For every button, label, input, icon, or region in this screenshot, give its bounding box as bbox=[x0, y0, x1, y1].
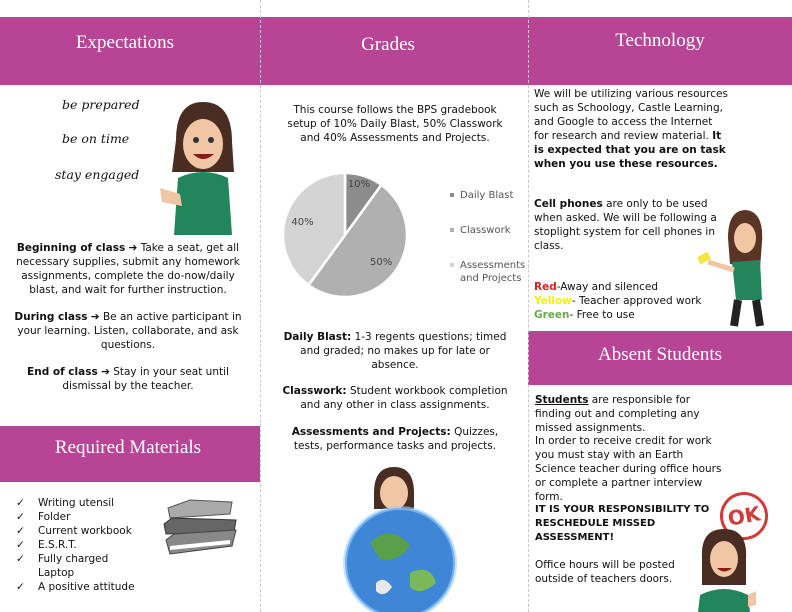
stoplight-yellow bbox=[534, 294, 724, 308]
list-item bbox=[16, 538, 156, 552]
list-item bbox=[16, 580, 156, 594]
legend-item bbox=[450, 259, 528, 285]
technology-expectation: It is expected that you are on task when you use these resources. bbox=[534, 130, 726, 170]
legend-item bbox=[450, 189, 528, 202]
check-icon: ✓ bbox=[16, 511, 25, 523]
teacher-avatar-phone bbox=[698, 208, 768, 330]
absent-warning: IT IS YOUR RESPONSIBILITY TO RESCHEDULE MISSED ASSESSMENT! bbox=[535, 504, 710, 543]
absent-text: are responsible for finding out and completing any missed assignments. bbox=[535, 394, 700, 434]
rule-label: Beginning of class bbox=[16, 242, 126, 254]
material-label: A positive attitude bbox=[38, 581, 135, 593]
technology-heading: Technology bbox=[615, 30, 705, 51]
absent-credit: In order to receive credit for work you must stay with an Earth Science teacher during office hours or complete a partner interview form. bbox=[535, 435, 722, 503]
arrow-icon: ➔ bbox=[101, 366, 110, 378]
books-icon bbox=[160, 494, 240, 558]
students-label: Students bbox=[535, 394, 589, 406]
detail-label: Assessments and Projects: bbox=[291, 426, 451, 438]
detail-text: 1-3 regents questions; timed and graded; no makes up for late or absence. bbox=[300, 331, 507, 371]
stoplight-text: -Away and silenced bbox=[556, 281, 659, 293]
pie-data-label: 40% bbox=[291, 217, 314, 229]
habit-item: be on time bbox=[62, 131, 130, 146]
cell-phones-label: Cell phones bbox=[534, 198, 603, 210]
earth-globe-illustration bbox=[340, 463, 460, 612]
rule-end bbox=[6, 365, 250, 393]
material-label: Folder bbox=[38, 511, 71, 523]
rule-beginning bbox=[6, 241, 250, 297]
check-icon: ✓ bbox=[16, 553, 25, 565]
list-item bbox=[16, 510, 156, 524]
detail-text: Student workbook completion and any other in class assignments. bbox=[300, 385, 508, 411]
detail-label: Daily Blast: bbox=[283, 331, 352, 343]
technology-text: We will be utilizing various resources such as Schoology, Castle Learning, and Google to access the Internet for research and review material. bbox=[534, 88, 728, 142]
list-item bbox=[16, 496, 156, 510]
detail-text: Quizzes, tests, performance tasks and projects. bbox=[293, 426, 499, 452]
rule-during bbox=[6, 310, 250, 352]
habit-item: stay engaged bbox=[55, 167, 140, 182]
fold-line-1 bbox=[260, 0, 261, 612]
materials-list bbox=[16, 496, 156, 594]
stoplight-text: - Teacher approved work bbox=[571, 295, 702, 307]
legend-swatch bbox=[450, 193, 454, 197]
fold-line-2 bbox=[528, 0, 529, 612]
teacher-avatar-thumbsup bbox=[158, 100, 248, 235]
rule-label: During class bbox=[14, 311, 88, 323]
stoplight-list bbox=[534, 280, 724, 322]
grades-heading: Grades bbox=[361, 34, 415, 55]
pie-data-label: 50% bbox=[369, 257, 393, 269]
legend-label: Classwork bbox=[460, 225, 511, 236]
office-hours: Office hours will be posted outside of teachers doors. bbox=[535, 559, 675, 585]
teacher-avatar-smile bbox=[692, 525, 758, 612]
habit-item: be prepared bbox=[62, 97, 140, 112]
grades-intro: This course follows the BPS gradebook setup of 10% Daily Blast, 50% Classwork and 40% Assessments and Projects. bbox=[287, 104, 503, 144]
grade-detail-classwork bbox=[276, 384, 514, 412]
stoplight-color: Yellow bbox=[534, 295, 572, 307]
material-label: Current workbook bbox=[38, 525, 132, 537]
material-label: E.S.R.T. bbox=[38, 539, 77, 551]
list-item bbox=[16, 524, 156, 538]
stoplight-green bbox=[534, 308, 724, 322]
legend-swatch bbox=[450, 228, 454, 232]
legend-swatch bbox=[450, 263, 454, 267]
grade-detail-daily-blast bbox=[276, 330, 514, 372]
pie-legend bbox=[450, 189, 528, 285]
check-icon: ✓ bbox=[16, 539, 25, 551]
stoplight-color: Green bbox=[534, 309, 570, 321]
legend-label: Daily Blast bbox=[460, 190, 514, 201]
check-icon: ✓ bbox=[16, 525, 25, 537]
legend-label: Assessments and Projects bbox=[460, 260, 526, 284]
expectations-heading: Expectations bbox=[75, 32, 175, 53]
absent-paragraph bbox=[535, 393, 725, 435]
ok-stamp-text: OK bbox=[725, 501, 763, 531]
material-label: Fully charged Laptop bbox=[38, 553, 109, 579]
stoplight-red bbox=[534, 280, 724, 294]
rule-text: Be an active participant in your learning. Listen, collaborate, and ask questions. bbox=[17, 311, 242, 351]
absent-students-heading: Absent Students bbox=[597, 344, 723, 365]
legend-item bbox=[450, 224, 528, 237]
grade-detail-assessments bbox=[276, 425, 514, 453]
arrow-icon: ➔ bbox=[90, 311, 100, 323]
pie-data-label: 10% bbox=[347, 179, 371, 190]
grades-pie-chart bbox=[270, 170, 420, 305]
arrow-icon: ➔ bbox=[128, 242, 138, 254]
rule-text: Stay in your seat until dismissal by the teacher. bbox=[62, 366, 229, 392]
required-materials-heading: Required Materials bbox=[54, 437, 202, 458]
stoplight-color: Red bbox=[534, 281, 557, 293]
detail-label: Classwork: bbox=[282, 385, 347, 397]
check-icon: ✓ bbox=[16, 497, 25, 509]
rule-text: Take a seat, get all necessary supplies, submit any homework assignments, complete the do-now/daily blast, and wait for further instruction. bbox=[16, 242, 240, 296]
rule-label: End of class bbox=[27, 366, 98, 378]
material-label: Writing utensil bbox=[38, 497, 115, 509]
stoplight-text: - Free to use bbox=[569, 309, 635, 321]
check-icon: ✓ bbox=[16, 581, 25, 593]
cell-phones-text: are only to be used when asked. We will be following a stoplight system for cell phones in class. bbox=[534, 198, 717, 252]
list-item bbox=[16, 552, 156, 580]
technology-paragraph bbox=[534, 87, 728, 171]
